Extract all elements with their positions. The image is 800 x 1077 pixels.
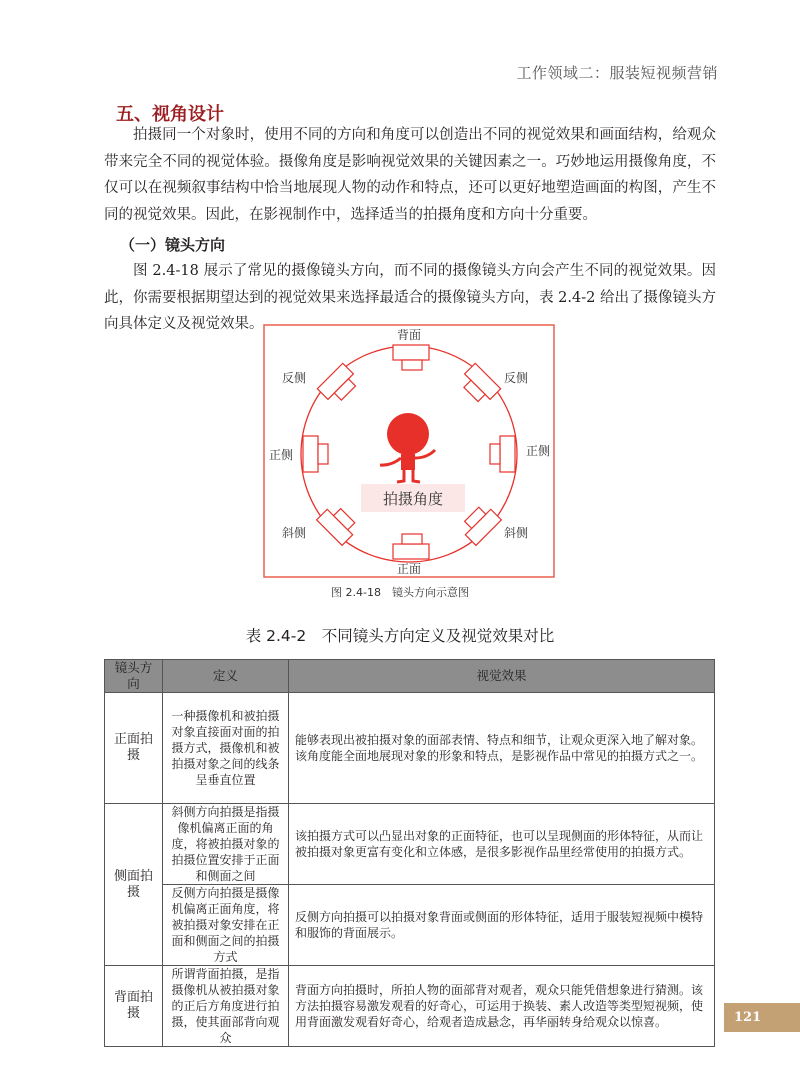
camera-icon-back (393, 345, 429, 370)
camera-icon-reverse-right (458, 363, 501, 406)
camera-icon-side-right (490, 436, 515, 472)
table-row (105, 693, 715, 804)
camera-icon-reverse-left (317, 363, 360, 406)
figure-caption: 图 2.4-18 镜头方向示意图 (331, 586, 469, 599)
section-title: 五、视角设计 (116, 104, 224, 125)
running-header: 工作领域二：服装短视频营销 (516, 64, 718, 82)
section-paragraph: 拍摄同一个对象时，使用不同的方向和角度可以创造出不同的视觉效果和画面结构，给观众带来完全不同的视觉体验。摄像角度是影响视觉效果的关键因素之一。巧妙地运用摄像角度，不仅可以在视频叙事结构中恰当地展现人物的动作和特点，还可以更好地塑造画面的构图，产生不同的视觉效果。因此，在影视制作中，选择适当的拍摄角度和方向十分重要。 (104, 127, 716, 223)
label-side-right: 正侧 (525, 444, 551, 458)
header-effect: 视觉效果 (289, 660, 715, 693)
cell-effect: 能够表现出被拍摄对象的面部表情、特点和细节，让观众更深入地了解对象。该角度能全面地展现对象的形象和特点，是影视作品中常见的拍摄方式之一。 (289, 693, 715, 804)
subsection-paragraph: 图 2.4-18 展示了常见的摄像镜头方向，而不同的摄像镜头方向会产生不同的视觉效果。因此，你需要根据期望达到的视觉效果来选择最适合的摄像镜头方向，表 2.4-2 给出了摄像镜头方向具体定义及视觉效果。 (104, 263, 716, 332)
label-center: 拍摄角度 (382, 490, 444, 508)
cell-definition: 所谓背面拍摄，是指摄像机从被拍摄对象的正后方角度进行拍摄，使其面部背向观众 (163, 966, 289, 1047)
camera-icon-oblique-left (317, 502, 360, 545)
camera-icon-front (393, 534, 429, 559)
comparison-table (104, 659, 715, 1047)
cell-definition: 一种摄像机和被拍摄对象直接面对面的拍摄方式，摄像机和被拍摄对象之间的线条呈垂直位置 (163, 693, 289, 804)
cell-effect: 反侧方向拍摄可以拍摄对象背面或侧面的形体特征，适用于服装短视频中模特和服饰的背面展示。 (289, 885, 715, 966)
label-reverse-left: 反侧 (281, 371, 307, 385)
label-side-left: 正侧 (268, 448, 294, 462)
table-header-row (105, 660, 715, 693)
table-row (105, 885, 715, 966)
cell-direction: 侧面拍摄 (105, 804, 163, 966)
camera-direction-diagram (263, 324, 555, 602)
cell-direction: 背面拍摄 (105, 966, 163, 1047)
label-back: 背面 (396, 328, 422, 342)
label-oblique-right: 斜侧 (503, 526, 529, 540)
cell-definition: 反侧方向拍摄是摄像机偏离正面角度，将被拍摄对象安排在正面和侧面之间的拍摄方式 (163, 885, 289, 966)
page-number-badge: 121 (724, 1003, 800, 1032)
cell-effect: 该拍摄方式可以凸显出对象的正面特征，也可以呈现侧面的形体特征，从而让被拍摄对象更富有变化和立体感，是很多影视作品里经常使用的拍摄方式。 (289, 804, 715, 885)
person-icon (380, 413, 435, 482)
table-row (105, 804, 715, 885)
cell-effect: 背面方向拍摄时，所拍人物的面部背对观者，观众只能凭借想象进行猜测。该方法拍摄容易激发观看的好奇心，可运用于换装、素人改造等类型短视频，使用背面激发观看好奇心，给观者造成悬念，再华丽转身给观众以惊喜。 (289, 966, 715, 1047)
cell-definition: 斜侧方向拍摄是指摄像机偏离正面的角度，将被拍摄对象的拍摄位置安排于正面和侧面之间 (163, 804, 289, 885)
label-front: 正面 (396, 562, 422, 576)
camera-icon-side-left (303, 436, 328, 472)
header-direction: 镜头方向 (105, 660, 163, 693)
table-caption: 表 2.4-2 不同镜头方向定义及视觉效果对比 (245, 627, 555, 645)
header-definition: 定义 (163, 660, 289, 693)
label-reverse-right: 反侧 (503, 371, 529, 385)
cell-direction: 正面拍摄 (105, 693, 163, 804)
label-oblique-left: 斜侧 (281, 526, 307, 540)
table-row (105, 966, 715, 1047)
subsection-title: （一）镜头方向 (120, 236, 226, 254)
